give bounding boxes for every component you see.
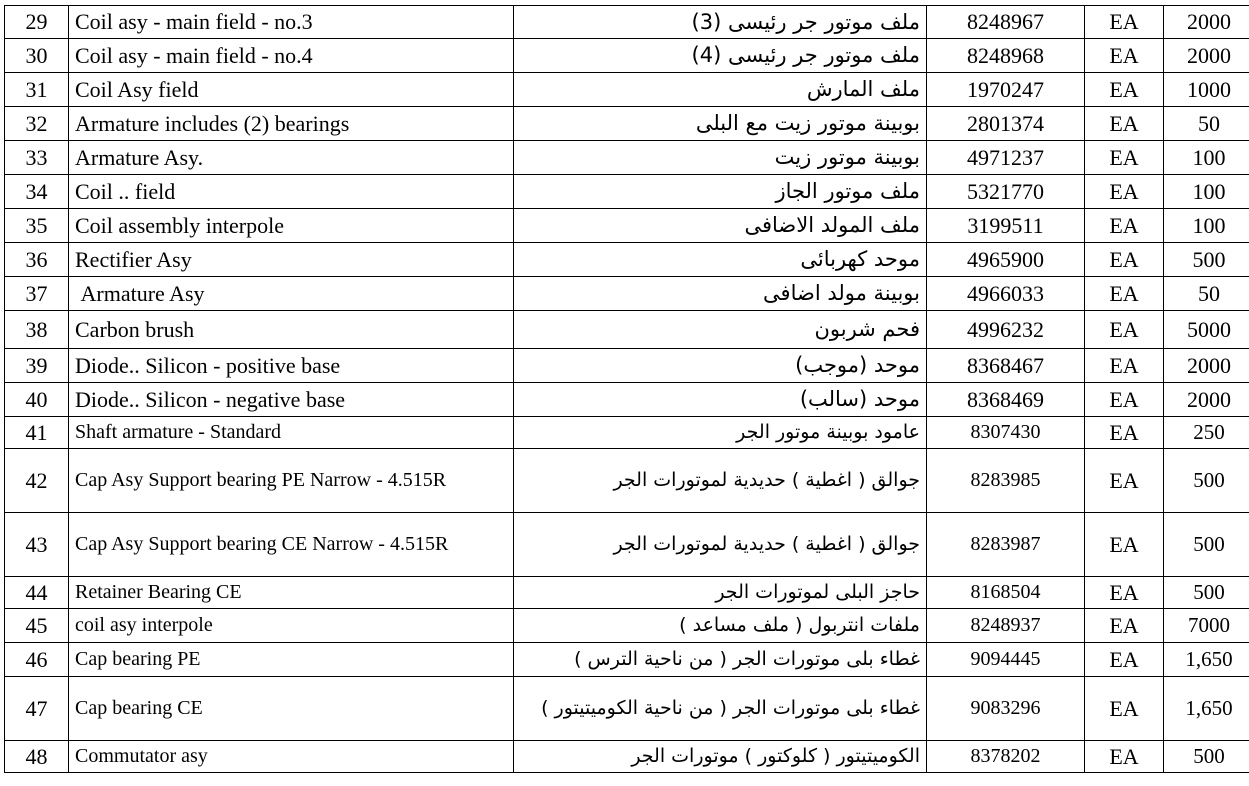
arabic-description-text: بوبينة موتور زيت مع البلى (695, 111, 920, 135)
table-row (5, 243, 1249, 277)
english-description-text: Armature Asy. (75, 144, 204, 170)
arabic-description-text: ملف موتور جر رئيسى (3) (691, 9, 920, 34)
row-number-cell (5, 39, 69, 73)
row-number-text: 30 (25, 42, 48, 68)
arabic-description-text: بوبينة موتور زيت (774, 145, 920, 169)
row-number-cell (5, 417, 69, 449)
row-number-cell (5, 609, 69, 643)
english-description-cell (69, 243, 514, 277)
table-row (5, 609, 1249, 643)
part-number-text: 8283987 (970, 533, 1041, 555)
arabic-description-cell (514, 643, 927, 677)
table-row (5, 643, 1249, 677)
unit-text: EA (1109, 695, 1139, 721)
unit-text: EA (1109, 9, 1139, 34)
part-number-cell (927, 209, 1085, 243)
quantity-text: 50 (1198, 280, 1220, 306)
unit-cell (1085, 349, 1164, 383)
arabic-description-text: عامود بوبينة موتور الجر (736, 421, 920, 443)
part-number-cell (927, 577, 1085, 609)
row-number-text: 41 (25, 419, 48, 445)
part-number-text: 5321770 (967, 178, 1044, 204)
unit-text: EA (1109, 743, 1139, 769)
row-number-cell (5, 349, 69, 383)
quantity-text: 1,650 (1185, 647, 1233, 671)
arabic-description-text: موحد (موجب) (795, 353, 920, 377)
unit-text: EA (1109, 612, 1139, 638)
quantity-cell (1164, 175, 1249, 209)
part-number-cell (927, 643, 1085, 677)
part-number-text: 3199511 (967, 212, 1044, 238)
english-description-cell (69, 6, 514, 39)
table-row (5, 311, 1249, 349)
arabic-description-text: ملفات انتربول ( ملف مساعد ) (679, 614, 920, 636)
quantity-cell (1164, 243, 1249, 277)
quantity-text: 2000 (1187, 352, 1231, 378)
unit-cell (1085, 209, 1164, 243)
arabic-description-cell (514, 741, 927, 773)
part-number-text: 8368469 (967, 386, 1044, 412)
unit-cell (1085, 449, 1164, 513)
quantity-text: 2000 (1187, 9, 1231, 34)
row-number-cell (5, 209, 69, 243)
unit-cell (1085, 6, 1164, 39)
unit-cell (1085, 243, 1164, 277)
arabic-description-cell (514, 677, 927, 741)
quantity-cell (1164, 277, 1249, 311)
part-number-text: 9094445 (970, 648, 1041, 670)
quantity-text: 2000 (1187, 386, 1231, 412)
row-number-cell (5, 741, 69, 773)
unit-cell (1085, 107, 1164, 141)
arabic-description-text: ملف موتور الجاز (775, 179, 920, 203)
english-description-cell (69, 643, 514, 677)
english-description-text: coil asy interpole (75, 614, 213, 636)
unit-cell (1085, 677, 1164, 741)
row-number-cell (5, 449, 69, 513)
quantity-cell (1164, 6, 1249, 39)
english-description-cell (69, 73, 514, 107)
quantity-cell (1164, 349, 1249, 383)
arabic-description-text: جوالق ( اغطية ) حديدية لموتورات الجر (613, 533, 920, 555)
unit-cell (1085, 141, 1164, 175)
row-number-text: 40 (25, 386, 48, 412)
unit-cell (1085, 311, 1164, 349)
arabic-description-cell (514, 209, 927, 243)
arabic-description-cell (514, 383, 927, 417)
part-number-text: 4971237 (967, 144, 1044, 170)
part-number-text: 8378202 (970, 745, 1041, 767)
table-row (5, 513, 1249, 577)
english-description-text: Rectifier Asy (75, 246, 192, 272)
parts-table (4, 5, 1249, 773)
part-number-cell (927, 243, 1085, 277)
quantity-cell (1164, 141, 1249, 175)
arabic-description-cell (514, 107, 927, 141)
part-number-cell (927, 609, 1085, 643)
english-description-cell (69, 677, 514, 741)
row-number-text: 42 (25, 467, 48, 493)
unit-cell (1085, 577, 1164, 609)
english-description-text: Armature includes (2) bearings (75, 110, 350, 136)
arabic-description-text: غطاء بلى موتورات الجر ( من ناحية الكوميتيتور ) (541, 697, 920, 719)
quantity-cell (1164, 609, 1249, 643)
table-row (5, 383, 1249, 417)
part-number-cell (927, 383, 1085, 417)
unit-text: EA (1109, 246, 1139, 272)
part-number-cell (927, 677, 1085, 741)
english-description-text: Shaft armature - Standard (75, 421, 282, 443)
arabic-description-cell (514, 349, 927, 383)
quantity-cell (1164, 741, 1249, 773)
part-number-cell (927, 741, 1085, 773)
arabic-description-text: ملف المولد الاضافى (744, 213, 920, 237)
row-number-cell (5, 311, 69, 349)
quantity-text: 1000 (1187, 76, 1231, 102)
row-number-cell (5, 6, 69, 39)
part-number-cell (927, 39, 1085, 73)
english-description-cell (69, 513, 514, 577)
row-number-text: 47 (25, 695, 48, 721)
part-number-cell (927, 6, 1085, 39)
row-number-cell (5, 73, 69, 107)
quantity-cell (1164, 513, 1249, 577)
quantity-text: 5000 (1187, 316, 1231, 342)
english-description-text: Carbon brush (75, 316, 195, 342)
arabic-description-text: موحد كهربائى (800, 247, 920, 271)
english-description-cell (69, 741, 514, 773)
english-description-text: Coil Asy field (75, 76, 199, 102)
unit-text: EA (1109, 579, 1139, 605)
part-number-text: 8283985 (970, 469, 1041, 491)
unit-cell (1085, 277, 1164, 311)
quantity-text: 7000 (1188, 613, 1230, 637)
row-number-cell (5, 677, 69, 741)
row-number-text: 29 (25, 9, 48, 34)
quantity-text: 100 (1192, 178, 1226, 204)
quantity-text: 500 (1192, 246, 1226, 272)
arabic-description-text: موحد (سالب) (799, 387, 920, 411)
quantity-cell (1164, 39, 1249, 73)
english-description-text: Retainer Bearing CE (75, 581, 242, 603)
part-number-cell (927, 417, 1085, 449)
unit-cell (1085, 175, 1164, 209)
english-description-text: Coil asy - main field - no.3 (75, 9, 313, 34)
english-description-text: Cap bearing CE (75, 696, 203, 719)
english-description-text: Coil assembly interpole (75, 212, 284, 238)
table-row (5, 349, 1249, 383)
row-number-text: 36 (25, 246, 48, 272)
unit-text: EA (1109, 419, 1139, 445)
arabic-description-cell (514, 6, 927, 39)
table-row (5, 449, 1249, 513)
table-row (5, 39, 1249, 73)
quantity-cell (1164, 311, 1249, 349)
part-number-cell (927, 311, 1085, 349)
part-number-cell (927, 141, 1085, 175)
unit-text: EA (1109, 531, 1139, 557)
part-number-text: 8307430 (970, 421, 1041, 443)
arabic-description-cell (514, 311, 927, 349)
unit-cell (1085, 513, 1164, 577)
arabic-description-cell (514, 175, 927, 209)
quantity-text: 100 (1192, 212, 1226, 238)
row-number-cell (5, 577, 69, 609)
unit-cell (1085, 741, 1164, 773)
part-number-text: 8368467 (967, 352, 1044, 378)
part-number-cell (927, 175, 1085, 209)
part-number-text: 8248967 (967, 9, 1044, 34)
english-description-text: Coil .. field (75, 178, 176, 204)
unit-cell (1085, 609, 1164, 643)
arabic-description-text: جوالق ( اغطية ) حديدية لموتورات الجر (613, 469, 920, 491)
arabic-description-cell (514, 39, 927, 73)
part-number-cell (927, 349, 1085, 383)
part-number-cell (927, 513, 1085, 577)
english-description-cell (69, 383, 514, 417)
part-number-text: 8248968 (967, 42, 1044, 68)
quantity-text: 50 (1198, 110, 1220, 136)
row-number-text: 38 (25, 316, 48, 342)
unit-text: EA (1109, 76, 1139, 102)
quantity-cell (1164, 107, 1249, 141)
quantity-text: 500 (1193, 744, 1225, 768)
arabic-description-text: ملف المارش (806, 77, 920, 101)
part-number-cell (927, 449, 1085, 513)
quantity-text: 100 (1192, 144, 1226, 170)
part-number-text: 1970247 (967, 76, 1044, 102)
english-description-cell (69, 277, 514, 311)
part-number-text: 8168504 (970, 581, 1041, 603)
row-number-text: 35 (25, 212, 48, 238)
row-number-text: 32 (25, 110, 48, 136)
unit-text: EA (1109, 42, 1139, 68)
part-number-cell (927, 277, 1085, 311)
part-number-cell (927, 73, 1085, 107)
arabic-description-cell (514, 449, 927, 513)
quantity-text: 2000 (1187, 42, 1231, 68)
quantity-text: 500 (1193, 580, 1225, 604)
table-row (5, 741, 1249, 773)
unit-text: EA (1109, 646, 1139, 672)
english-description-text: Commutator asy (75, 745, 208, 767)
arabic-description-cell (514, 73, 927, 107)
table-row (5, 175, 1249, 209)
arabic-description-text: ملف موتور جر رئيسى (4) (691, 43, 920, 67)
english-description-cell (69, 417, 514, 449)
quantity-cell (1164, 73, 1249, 107)
arabic-description-cell (514, 277, 927, 311)
table-row (5, 141, 1249, 175)
unit-cell (1085, 73, 1164, 107)
part-number-cell (927, 107, 1085, 141)
quantity-text: 500 (1193, 468, 1225, 492)
row-number-text: 46 (25, 646, 48, 672)
english-description-text: Cap bearing PE (75, 648, 201, 670)
english-description-cell (69, 449, 514, 513)
english-description-cell (69, 39, 514, 73)
table-row (5, 73, 1249, 107)
row-number-cell (5, 277, 69, 311)
english-description-text: Coil asy - main field - no.4 (75, 42, 313, 68)
arabic-description-text: الكوميتيتور ( كلوكتور ) موتورات الجر (631, 745, 920, 767)
quantity-cell (1164, 677, 1249, 741)
row-number-cell (5, 513, 69, 577)
arabic-description-cell (514, 609, 927, 643)
table-row (5, 209, 1249, 243)
part-number-text: 9083296 (970, 697, 1041, 719)
table-row (5, 677, 1249, 741)
quantity-cell (1164, 449, 1249, 513)
english-description-text: Diode.. Silicon - positive base (75, 352, 341, 378)
row-number-cell (5, 175, 69, 209)
arabic-description-cell (514, 513, 927, 577)
unit-cell (1085, 417, 1164, 449)
row-number-cell (5, 643, 69, 677)
quantity-cell (1164, 209, 1249, 243)
english-description-cell (69, 577, 514, 609)
unit-text: EA (1109, 467, 1139, 493)
row-number-text: 33 (25, 144, 48, 170)
table-row (5, 6, 1249, 39)
row-number-text: 39 (25, 352, 48, 378)
table-row (5, 417, 1249, 449)
table-row (5, 107, 1249, 141)
row-number-text: 44 (25, 579, 48, 605)
row-number-text: 45 (25, 612, 48, 638)
quantity-cell (1164, 417, 1249, 449)
arabic-description-cell (514, 417, 927, 449)
english-description-cell (69, 107, 514, 141)
parts-table-body (5, 6, 1249, 773)
quantity-cell (1164, 383, 1249, 417)
arabic-description-text: فحم شربون (814, 317, 920, 341)
unit-cell (1085, 383, 1164, 417)
unit-text: EA (1109, 352, 1139, 378)
english-description-text: Diode.. Silicon - negative base (75, 386, 346, 412)
unit-text: EA (1109, 280, 1139, 306)
row-number-text: 48 (25, 743, 48, 769)
arabic-description-cell (514, 141, 927, 175)
english-description-cell (69, 141, 514, 175)
unit-text: EA (1109, 316, 1139, 342)
table-row (5, 577, 1249, 609)
part-number-text: 2801374 (967, 110, 1044, 136)
row-number-text: 43 (25, 531, 48, 557)
unit-cell (1085, 643, 1164, 677)
row-number-cell (5, 383, 69, 417)
table-row (5, 277, 1249, 311)
english-description-text: Cap Asy Support bearing PE Narrow - 4.515R (75, 468, 447, 491)
row-number-cell (5, 141, 69, 175)
arabic-description-cell (514, 577, 927, 609)
row-number-text: 37 (25, 280, 48, 306)
quantity-text: 1,650 (1185, 696, 1233, 720)
english-description-text: Armature Asy (75, 280, 205, 306)
unit-text: EA (1109, 110, 1139, 136)
part-number-text: 4965900 (967, 246, 1044, 272)
row-number-cell (5, 107, 69, 141)
english-description-cell (69, 311, 514, 349)
unit-text: EA (1109, 386, 1139, 412)
english-description-text: Cap Asy Support bearing CE Narrow - 4.515R (75, 532, 449, 555)
quantity-cell (1164, 643, 1249, 677)
arabic-description-text: بوبينة مولد اضافى (763, 281, 920, 305)
english-description-cell (69, 175, 514, 209)
quantity-cell (1164, 577, 1249, 609)
row-number-cell (5, 243, 69, 277)
unit-text: EA (1109, 212, 1139, 238)
unit-text: EA (1109, 178, 1139, 204)
english-description-cell (69, 209, 514, 243)
unit-cell (1085, 39, 1164, 73)
part-number-text: 4966033 (967, 280, 1044, 306)
arabic-description-text: حاجز البلى لموتورات الجر (715, 581, 920, 603)
part-number-text: 4996232 (967, 316, 1044, 342)
row-number-text: 31 (25, 76, 48, 102)
english-description-cell (69, 349, 514, 383)
row-number-text: 34 (25, 178, 48, 204)
english-description-cell (69, 609, 514, 643)
quantity-text: 250 (1193, 420, 1225, 444)
arabic-description-text: غطاء بلى موتورات الجر ( من ناحية الترس ) (574, 648, 920, 670)
arabic-description-cell (514, 243, 927, 277)
part-number-text: 8248937 (970, 614, 1041, 636)
quantity-text: 500 (1193, 532, 1225, 556)
unit-text: EA (1109, 144, 1139, 170)
